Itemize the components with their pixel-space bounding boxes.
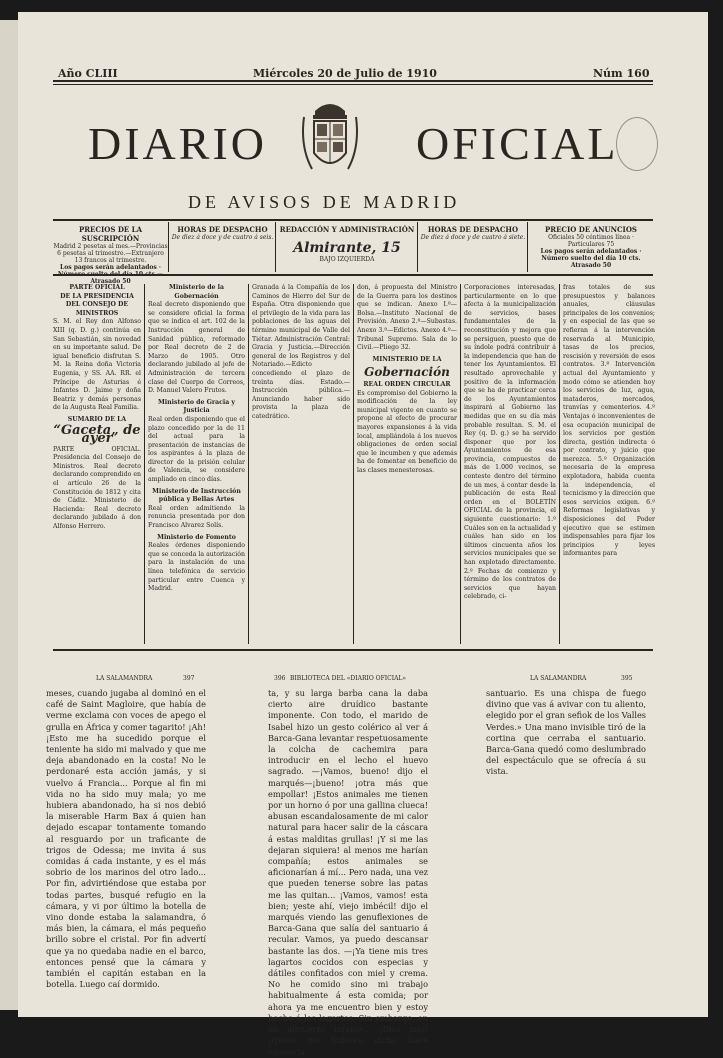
info-top-rule — [53, 219, 653, 221]
page-number-397: 397 — [183, 675, 195, 682]
ads-text: Oficiales 50 céntimos línea · Particulares 75 — [548, 234, 634, 248]
serial-page-396 — [268, 688, 428, 1057]
masthead-subtitle: DE AVISOS DE MADRID — [188, 192, 461, 212]
header-rule — [53, 80, 653, 82]
column-divider — [353, 284, 354, 644]
running-head-397: LA SALAMANDRA — [96, 675, 153, 682]
masthead-left: DIARIO — [88, 118, 267, 169]
serial-text-395: santuario. Es una chispa de fuego divino que vas á avivar con tu aliento, elegido por el gran sefiok de los Valles Verdes.» Una mano invisible tiró de la cortina que cerraba el santuario. Barca-Gana quedó como deslumbrado del espectáculo que se ofrecía á su vista. — [486, 688, 646, 777]
gobernacion-title: Gobernación — [364, 365, 450, 380]
sumario-title: SUMARIO DE LA — [67, 415, 127, 423]
instruccion-text: Real orden admitiendo la renuncia presentada por don Francisco Alvarez Solís. — [148, 504, 245, 530]
column-3-text: Granada á la Compañía de los Caminos de Hierro del Sur de España. Otra disponiendo que el privilegio de la vida para las poblaciones de las aguas del término municipal de Valle del Tiétar. Administración Central: Gracia y Justicia.—Dirección general de los Registros y del Notariado.—Edicto concediendo el plazo de treinta días. Estado.—Instrucción pública.—Anunciando haber sido provista la plaza de catedrático. — [252, 284, 350, 420]
column-3 — [252, 284, 350, 644]
subscription-note: Los pagos serán adelantados · Atrasado 50 — [60, 264, 161, 285]
fomento-heading: Ministerio de Fomento — [157, 533, 236, 541]
real-orden-title: REAL ORDEN CIRCULAR — [363, 380, 451, 388]
parte-oficial-sub: DE LA PRESIDENCIA DEL CONSEJO DE MINISTROS — [60, 292, 134, 317]
ads-note: Los pagos serán adelantados · Número suelto del día 10 cts. Atrasado 50 — [540, 248, 642, 269]
column-6-text: fras totales de sus presupuestos y balances anuales, cláusulas principales de los convenios; y en especial de las que se refieran á la intervención reservada al Municipio, tasas de los precios, rescisión y reversión de esos contratos. 3.º Intervención actual del Ayuntamiento y modo cómo se atienden hoy los servicios de luz, agua, mataderos, mercados, tranvías y cementerios. 4.º Ventajas ó inconvenientes de esa ocupación municipal de los servicios por gestión directa, gestión indirecta ó por contrato, y juicio que merezca. 5.º Organización necesaria de la empresa explotadora, habida cuenta la independencia, el tecnicismo y la dirección que esos servicios exigen. 6.º Reformas legislativas y disposiciones del Poder ejecutivo que se estimen indispensables para fijar los principios y leyes informantes para — [563, 284, 655, 558]
library-stamp-icon — [616, 117, 658, 171]
instruccion-heading: Ministerio de Instrucción pública y Bellas Artes — [152, 487, 241, 504]
gaceta-title: “Gaceta„ de ayer — [53, 422, 141, 447]
serial-text-397: meses, cuando jugaba al dominó en el café de Saint Magloire, que había de verme exclama con voces de apego el grulla en África y comer tagarito! ¡Ah! ¡Esto me ha sucedido porque el teniente ha sido mi malvado y que me deja abandonado en la costa! No le perdonaré esta acción jamás, y si vuelvo á Francia... Porque al fin mi vida no ha sido muy mala; yo me hubiera abandonado, ha si nos debió la miserable Harm Bax á quien han dejado escapar tontamente tomando al resguardo por un traficante de trigos de Odessa; me invita á sus comidas á cada instante, y es el más sobrio de los marinos del otro lado... Por fin, advirtiéndose que estaba por todas partes, busqué refugio en la cámara, y vi por último la botella de vino donde estaba la salamandra, ó más bien, la cámara, el más pequeño brillo sobre el cristal. Por fin advertí que ya no quedaba nadie en el barco, entonces pensé que la cámara y también el capitán estaban en la botella. Luego caí dormido. — [46, 688, 206, 990]
serial-page-395 — [486, 688, 646, 788]
hours-text-2: De diez á doce y de cuatro á siete. — [420, 234, 526, 241]
running-head-395: LA SALAMANDRA — [530, 675, 587, 682]
editorial-box — [277, 222, 418, 272]
column-5 — [464, 284, 556, 644]
fomento-text: Reales órdenes disponiendo que se conceda la autorización para la instalación de una línea telefónica de servicio particular entre Cuenca y Madrid. — [148, 542, 245, 593]
ads-box — [529, 222, 653, 272]
gracia-text: Real orden disponiendo que el plazo concedido por la de 11 del actual para la presentación de instancias de los aspirantes á la plaza de director de la prisión celular de Valencia, se considere ampliado en cinco días. — [148, 415, 245, 484]
column-divider — [248, 284, 249, 644]
issue-year: Año CLIII — [58, 67, 118, 80]
column-divider — [559, 284, 560, 644]
hours-box-1 — [170, 222, 276, 272]
ministerio-label: MINISTERIO DE LA — [372, 355, 442, 363]
hours-text-1: De diez á doce y de cuatro á seis. — [171, 234, 274, 241]
subscription-box — [53, 222, 169, 285]
page-number-396: 396 — [274, 675, 286, 682]
serial-page-397 — [46, 688, 206, 1008]
sumario-text: PARTE OFICIAL. Presidencia del Consejo de Ministros. Real decreto declarando comprendido en el artículo 26 de la Constitución de 1812 y cita de Cádiz. Ministerio de Hacienda: Real decreto declarando jubilado á don Alfonso Herrero. — [53, 445, 141, 531]
masthead-right: OFICIAL — [416, 118, 619, 169]
gobernacion-text: Real decreto disponiendo que se considere oficial la forma que se indica el art. 102 de la Instrucción general de Sanidad pública, reformado por Real decreto de 2 de Marzo de 1905. Otro declarando jubilado al jefe de Administración de tercera clase del Cuerpo de Correos, D. Manuel Valero Frutos. — [148, 301, 245, 395]
newspaper-page — [18, 12, 708, 1057]
serial-text-396: ta, y su larga barba cana la daba cierto aire druídico bastante imponente. Con todo, el marido de Isabel hizo un gesto colérico al ver á Barca-Gana levantar respetuosamente la colcha de cachemira para introducir en el lecho el huevo sagrado. —¡Vamos, bueno! dijo el marqués—¡bueno! ¡otra más que empollar! ¡Estos animales me tienen por un horno ó por una gallina clueca! abusan escandalosamente de mi calor natural para hacer salir de la cáscara á estas malditas grullas! ¡Y si me las dejaran siquiera! al menos me harían compañía; estos animales se aficionarían á mí... Pero nada, una vez que pueden tenerse sobre las patas me las quitan... ¡Vamos, vamos! esta bien; yeste ahí, viejo imbécil! dijo el marqués viendo las genuflexiones de Barca-Gana que salía del santuario á recular. Vamos, ya puedo descansar bastante las dos. —¡Ya tiene mis tres lagartos cocidos con especias y dátiles confitados con miel y crema. No he comido sino mi trabajo habitualmente á esta comida; por ahora ya me encuentro bien y estoy hecho á los lagartos. Sin embargo, en un almuerzo infame... ¡Dios mío! ¡Quién me hubiera dicho hace cuarenta — [268, 688, 428, 1057]
hours-title-2: HORAS DE DESPACHO — [427, 225, 519, 234]
column-4 — [357, 284, 457, 644]
header-rule-thin — [53, 84, 653, 85]
info-bottom-rule — [53, 274, 653, 276]
issue-date: Miércoles 20 de Julio de 1910 — [253, 67, 437, 80]
hours-box-2 — [419, 222, 528, 272]
parte-oficial-text: S. M. el Rey don Alfonso XIII (q. D. g.) continúa en San Sebastián, sin novedad en su importante salud. De igual beneficio disfrutan S. M. la Reina doña Victoria Eugenia, y SS. AA. RR. el Príncipe de Asturias é Infantes D. Jaime y doña Beatriz y demás personas de la Augusta Real Familia. — [53, 318, 141, 412]
column-1 — [53, 284, 141, 644]
editorial-floor: BAJO IZQUIERDA — [319, 256, 375, 263]
editorial-address: Almirante, 15 — [293, 240, 401, 256]
column-divider — [144, 284, 145, 644]
gobernacion-heading: Ministerio de la Gobernación — [169, 284, 224, 300]
subscription-title: PRECIOS DE LA SUSCRIPCIÓN — [78, 225, 143, 243]
subscription-text: Madrid 2 pesetas al mes.—Provincias 6 pesetas al trimestre.—Extranjero 13 francos al trimestre. — [53, 243, 168, 264]
real-orden-text: Es compromiso del Gobierno la modificación de la ley municipal vigente en cuanto se propone al efecto de procurar mayores expansiones á la vida local, ampliándola á los nuevos obligaciones de orden social que le incumben y que además ha de fomentar en beneficio de las clases menesterosas. — [357, 389, 457, 474]
column-divider — [460, 284, 461, 644]
column-4-text: don, á propuesta del Ministro de la Guerra para los destinos que se indican. Anexo I.º—Bolsa.—Instituto Nacional de Previsión. Anexo 2.º—Subastas. Anexo 3.º—Edictos. Anexo 4.º—Tribunal Supremo. Sala de lo Civil.—Pliego 32. — [357, 284, 457, 352]
page-number-395: 395 — [621, 675, 633, 682]
hours-title-1: HORAS DE DESPACHO — [177, 225, 268, 234]
parte-oficial-title: PARTE OFICIAL — [69, 284, 125, 291]
coat-of-arms-icon — [300, 97, 360, 179]
editorial-title: REDACCIÓN Y ADMINISTRACIÓN — [279, 225, 415, 234]
column-2 — [148, 284, 245, 644]
fold-rule — [53, 649, 653, 651]
gracia-heading: Ministerio de Gracia y Justicia — [157, 398, 236, 415]
issue-number: Núm 160 — [593, 67, 650, 80]
column-5-text: Corporaciones interesadas, particularmente en lo que afecta á la municipalización de servicios, bases fundamentales de la reconstitución y mejora que se persiguen, puesto que de su índole podrá contribuir á la independencia que han de tener los Ayuntamientos. El resultado aprovechable y positivo de la información que se ha de practicar cerca de los Ayuntamientos inspirará al Gobierno las medidas que en su día más probable resultan. S. M. el Rey (q. D. g.) se ha servido disponer que por los Ayuntamientos de esa provincia, compuestos de más de 1.000 vecinos, se conteste dentro del término de un mes, á contar desde la publicación de esta Real orden en el BOLETÍN OFICIAL de la provincia, el siguiente cuestionario: 1.º Cuáles son en la actualidad y cuáles han sido en los últimos cincuenta años los servicios municipales que se han explotado directamente. 2.º Fechas de comienzo y término de los contratos de servicios que hayan celebrado, ci- — [464, 284, 556, 601]
left-page-edge — [0, 20, 18, 1010]
ads-title: PRECIO DE ANUNCIOS — [545, 225, 637, 234]
running-head-396: BIBLIOTECA DEL «DIARIO OFICIAL» — [290, 675, 407, 682]
column-6 — [563, 284, 655, 644]
